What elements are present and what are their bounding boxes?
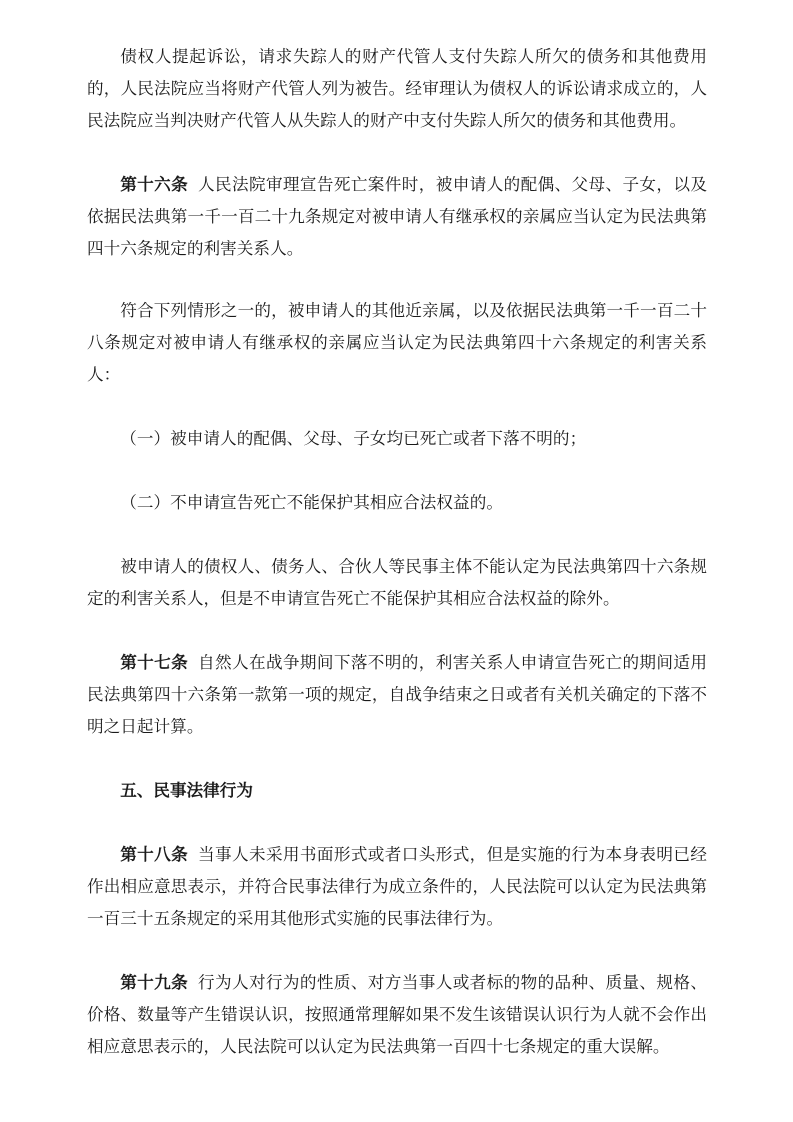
paragraph-text: 债权人提起诉讼，请求失踪人的财产代管人支付失踪人所欠的债务和其他费用的，人民法院应当将财产代管人列为被告。经审理认为债权人的诉讼请求成立的，人民法院应当判决财产代管人从失踪人的财产中支付失踪人所欠的债务和其他费用。 <box>87 47 707 130</box>
list-item-2 <box>87 487 707 519</box>
paragraph-conditions <box>87 295 707 391</box>
section-heading: 五、民事法律行为 <box>120 781 253 800</box>
article-text: 当事人未采用书面形式或者口头形式，但是实施的行为本身表明已经作出相应意思表示，并符合民事法律行为成立条件的，人民法院可以认定为民法典第一百三十五条规定的采用其他形式实施的民事法律行为。 <box>87 845 707 928</box>
article-number: 第十七条 <box>120 653 189 672</box>
list-item-text: （一）被申请人的配偶、父母、子女均已死亡或者下落不明的； <box>120 429 587 448</box>
paragraph-text: 被申请人的债权人、债务人、合伙人等民事主体不能认定为民法典第四十六条规定的利害关系人，但是不申请宣告死亡不能保护其相应合法权益的除外。 <box>87 557 707 608</box>
article-16 <box>87 169 707 265</box>
article-19 <box>87 967 707 1063</box>
list-item-text: （二）不申请宣告死亡不能保护其相应合法权益的。 <box>120 493 503 512</box>
article-text: 行为人对行为的性质、对方当事人或者标的物的品种、质量、规格、价格、数量等产生错误认识，按照通常理解如果不发生该错误认识行为人就不会作出相应意思表示的，人民法院可以认定为民法典第一百四十七条规定的重大误解。 <box>87 973 707 1056</box>
article-17 <box>87 647 707 743</box>
article-number: 第十六条 <box>120 175 189 194</box>
list-item-1 <box>87 423 707 455</box>
paragraph-text: 符合下列情形之一的，被申请人的其他近亲属，以及依据民法典第一千一百二十八条规定对被申请人有继承权的亲属应当认定为民法典第四十六条规定的利害关系人： <box>87 301 707 384</box>
article-number: 第十八条 <box>120 845 189 864</box>
paragraph-creditors-exclusion <box>87 551 707 615</box>
article-18 <box>87 839 707 935</box>
article-text: 人民法院审理宣告死亡案件时，被申请人的配偶、父母、子女，以及依据民法典第一千一百二十九条规定对被申请人有继承权的亲属应当认定为民法典第四十六条规定的利害关系人。 <box>87 175 707 258</box>
article-text: 自然人在战争期间下落不明的，利害关系人申请宣告死亡的期间适用民法典第四十六条第一款第一项的规定，自战争结束之日或者有关机关确定的下落不明之日起计算。 <box>87 653 707 736</box>
paragraph-creditor-lawsuit <box>87 41 707 137</box>
article-number: 第十九条 <box>120 973 189 992</box>
